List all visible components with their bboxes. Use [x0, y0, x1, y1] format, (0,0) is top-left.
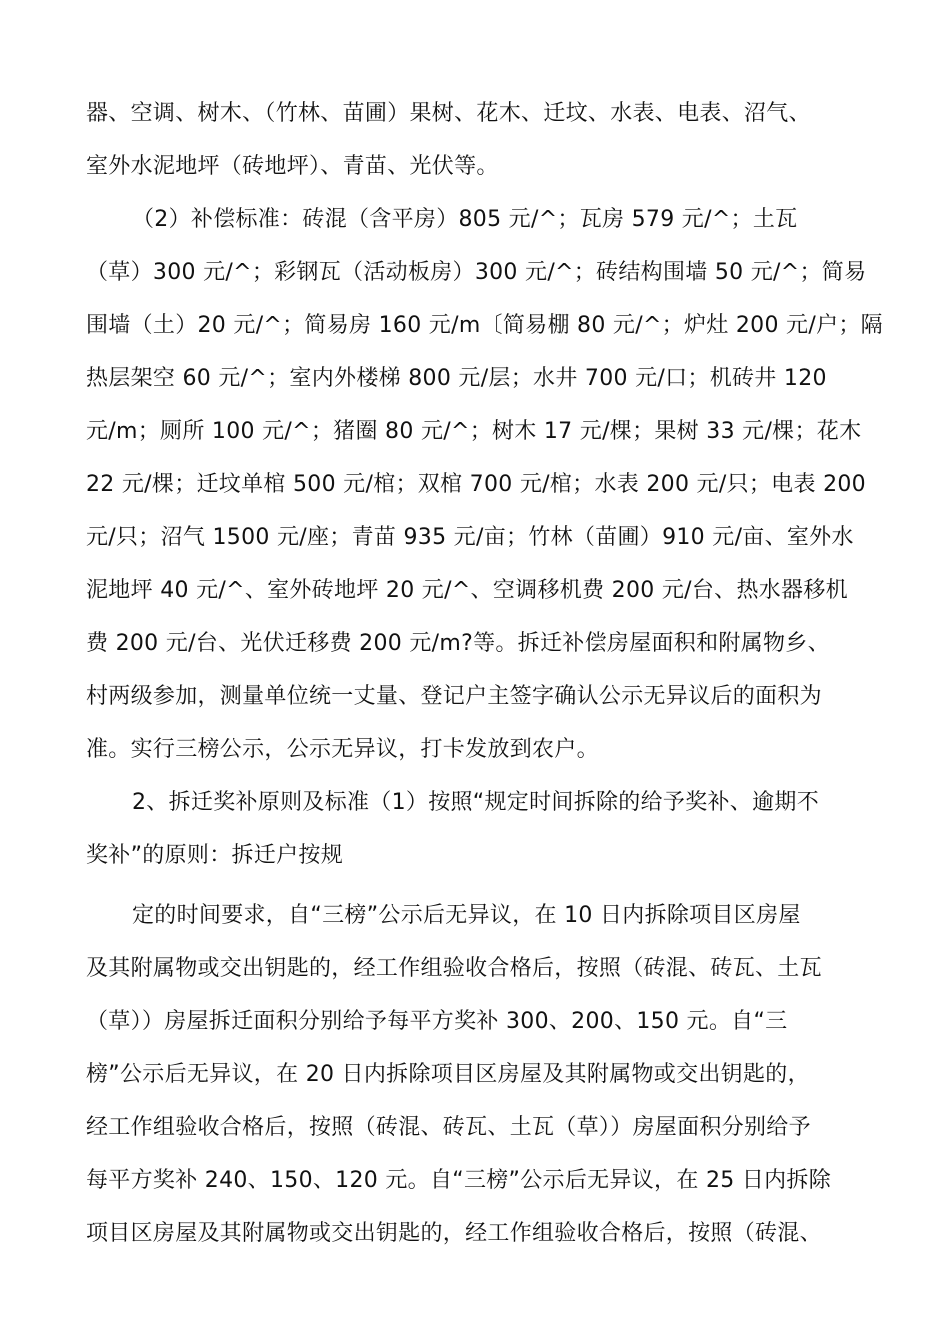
- text-line: 每平方奖补 240、150、120 元。自“三榜”公示后无异议，在 25 日内拆除: [86, 1168, 832, 1193]
- text-line: 元/只；沼气 1500 元/座；青苗 935 元/亩；竹林（苗圃）910 元/亩、室外水: [86, 525, 854, 550]
- text-line: 22 元/棵；迁坟单棺 500 元/棺；双棺 700 元/棺；水表 200 元/只；电表 200: [86, 472, 866, 497]
- text-line: 奖补”的原则：拆迁户按规: [86, 843, 343, 868]
- text-line: 2、拆迁奖补原则及标准（1）按照“规定时间拆除的给予奖补、逾期不: [132, 790, 819, 815]
- text-line: 榜”公示后无异议，在 20 日内拆除项目区房屋及其附属物或交出钥匙的，: [86, 1062, 810, 1087]
- text-line: 费 200 元/台、光伏迁移费 200 元/m?等。拆迁补偿房屋面积和附属物乡、: [86, 631, 830, 656]
- text-line: （2）补偿标准：砖混（含平房）805 元/^；瓦房 579 元/^；土瓦: [132, 207, 798, 232]
- text-line: 村两级参加，测量单位统一丈量、登记户主签字确认公示无异议后的面积为: [86, 684, 822, 709]
- text-line: 器、空调、树木、（竹林、苗圃）果树、花木、迁坟、水表、电表、沼气、: [86, 101, 811, 126]
- text-line: 围墙（土）20 元/^；简易房 160 元/m〔简易棚 80 元/^；炉灶 200 元/户；隔: [86, 313, 883, 338]
- text-line: 定的时间要求，自“三榜”公示后无异议，在 10 日内拆除项目区房屋: [132, 903, 801, 928]
- text-line: 及其附属物或交出钥匙的，经工作组验收合格后，按照（砖混、砖瓦、土瓦: [86, 956, 822, 981]
- text-line: （草）300 元/^；彩钢瓦（活动板房）300 元/^；砖结构围墙 50 元/^；简易: [86, 260, 867, 285]
- text-line: 热层架空 60 元/^；室内外楼梯 800 元/层；水井 700 元/口；机砖井 120: [86, 366, 827, 391]
- text-line: 准。实行三榜公示，公示无异议，打卡发放到农户。: [86, 737, 599, 762]
- text-line: 经工作组验收合格后，按照（砖混、砖瓦、土瓦（草））房屋面积分别给予: [86, 1115, 811, 1140]
- text-line: （草））房屋拆迁面积分别给予每平方奖补 300、200、150 元。自“三: [86, 1009, 788, 1034]
- text-line: 项目区房屋及其附属物或交出钥匙的，经工作组验收合格后，按照（砖混、: [86, 1221, 822, 1246]
- text-line: 泥地坪 40 元/^、室外砖地坪 20 元/^、空调移机费 200 元/台、热水器移机: [86, 578, 848, 603]
- text-line: 室外水泥地坪（砖地坪）、青苗、光伏等。: [86, 154, 499, 179]
- text-line: 元/m；厕所 100 元/^；猪圈 80 元/^；树木 17 元/棵；果树 33 元/棵；花木: [86, 419, 862, 444]
